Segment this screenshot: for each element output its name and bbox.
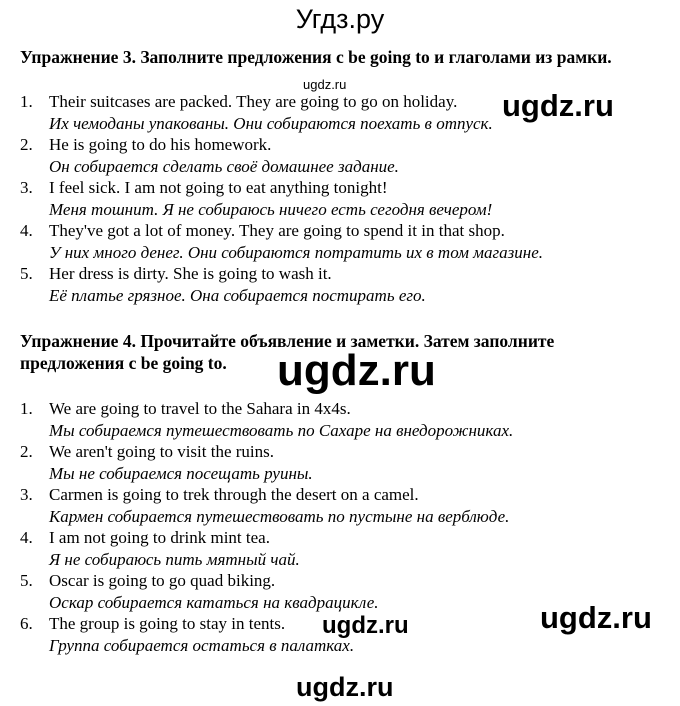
watermark: ugdz.ru — [540, 600, 652, 635]
list-item — [20, 613, 513, 656]
english-sentence: He is going to do his homework. — [49, 135, 272, 154]
site-title: Угдз.ру — [295, 4, 385, 34]
item-number: 1. — [20, 92, 33, 111]
russian-translation: Мы собираемся путешествовать по Сахаре на внедорожниках. — [49, 420, 514, 440]
english-sentence: Her dress is dirty. She is going to wash it. — [49, 264, 332, 283]
item-number: 6. — [20, 614, 33, 633]
english-sentence: We are going to travel to the Sahara in 4x4s. — [49, 399, 351, 418]
exercise-4-heading-line-2: предложения с be going to. — [20, 353, 227, 373]
item-number: 1. — [20, 399, 33, 418]
english-sentence: Oscar is going to go quad biking. — [49, 571, 276, 590]
russian-translation: Он собирается сделать своё домашнее задание. — [49, 156, 399, 176]
english-sentence: We aren't going to visit the ruins. — [49, 442, 275, 461]
item-number: 5. — [20, 571, 33, 590]
russian-translation: Их чемоданы упакованы. Они собираются поехать в отпуск. — [49, 113, 493, 133]
english-sentence: I feel sick. I am not going to eat anything tonight! — [49, 178, 388, 197]
item-number: 5. — [20, 264, 33, 283]
list-item — [20, 91, 543, 134]
exercise-4-heading-line-1: Упражнение 4. Прочитайте объявление и заметки. Затем заполните — [20, 331, 555, 351]
russian-translation: Меня тошнит. Я не собираюсь ничего есть сегодня вечером! — [49, 199, 493, 219]
english-sentence: The group is going to stay in tents. — [49, 614, 286, 633]
list-item — [20, 134, 543, 177]
item-number: 2. — [20, 135, 33, 154]
list-item — [20, 441, 513, 484]
english-sentence: I am not going to drink mint tea. — [49, 528, 270, 547]
item-number: 3. — [20, 178, 33, 197]
list-item — [20, 398, 513, 441]
exercise-3-heading: Упражнение 3. Заполните предложения с be going to и глаголами из рамки. — [20, 47, 612, 67]
russian-translation: Группа собирается остаться в палатках. — [49, 635, 355, 655]
list-item — [20, 177, 543, 220]
list-item — [20, 570, 513, 613]
item-number: 4. — [20, 528, 33, 547]
item-number: 4. — [20, 221, 33, 240]
list-item — [20, 263, 543, 306]
russian-translation: Кармен собирается путешествовать по пустыне на верблюде. — [49, 506, 510, 526]
watermark: ugdz.ru — [303, 77, 347, 92]
list-item — [20, 527, 513, 570]
russian-translation: У них много денег. Они собираются потратить их в том магазине. — [49, 242, 544, 262]
russian-translation: Мы не собираемся посещать руины. — [49, 463, 313, 483]
list-item — [20, 220, 543, 263]
exercise-3-list — [20, 91, 543, 306]
watermark: ugdz.ru — [502, 88, 614, 123]
item-number: 3. — [20, 485, 33, 504]
english-sentence: They've got a lot of money. They are going to spend it in that shop. — [49, 221, 505, 240]
watermark: ugdz.ru — [296, 672, 394, 702]
english-sentence: Carmen is going to trek through the desert on a camel. — [49, 485, 419, 504]
english-sentence: Their suitcases are packed. They are going to go on holiday. — [49, 92, 458, 111]
russian-translation: Оскар собирается кататься на квадрацикле. — [49, 592, 379, 612]
watermark: ugdz.ru — [277, 346, 436, 395]
watermark: ugdz.ru — [322, 612, 409, 639]
russian-translation: Я не собираюсь пить мятный чай. — [49, 549, 300, 569]
list-item — [20, 484, 513, 527]
item-number: 2. — [20, 442, 33, 461]
exercise-4-list — [20, 398, 513, 656]
russian-translation: Её платье грязное. Она собирается постирать его. — [49, 285, 426, 305]
